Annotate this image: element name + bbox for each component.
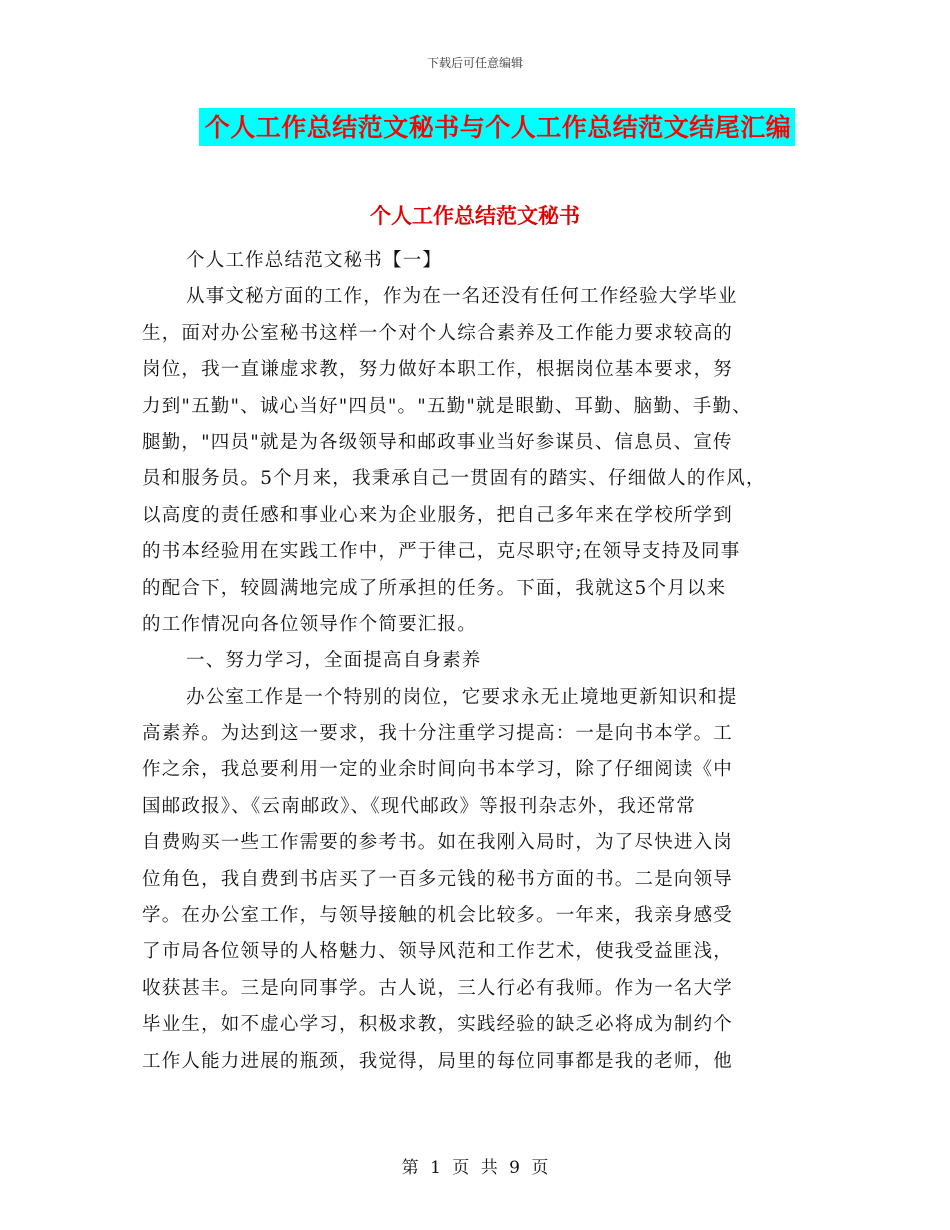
body-line: 收获甚丰。三是向同事学。古人说，三人行必有我师。作为一名大学: [142, 977, 734, 999]
body-line: 从事文秘方面的工作，作为在一名还没有任何工作经验大学毕业: [186, 286, 738, 308]
body-line: 办公室工作是一个特别的岗位，它要求永无止境地更新知识和提: [186, 686, 738, 708]
page-footer: 第 1 页 共 9 页: [401, 1158, 549, 1178]
body-line: 位角色，我自费到书店买了一百多元钱的秘书方面的书。二是向领导: [142, 868, 734, 890]
body-line: 生，面对办公室秘书这样一个对个人综合素养及工作能力要求较高的: [142, 322, 734, 344]
body-line: 毕业生，如不虚心学习，积极求教，实践经验的缺乏必将成为制约个: [142, 1014, 734, 1036]
section-heading: 个人工作总结范文秘书: [370, 204, 580, 228]
document-title-wrapper: [0, 108, 950, 146]
body-line: 腿勤，"四员"就是为各级领导和邮政事业当好参谋员、信息员、宣传: [142, 431, 733, 453]
body-line: 以高度的责任感和事业心来为企业服务，把自己多年来在学校所学到: [142, 504, 734, 526]
body-line: 了市局各位领导的人格魅力、领导风范和工作艺术，使我受益匪浅，: [142, 941, 734, 963]
body-line: 一、努力学习，全面提高自身素养: [186, 650, 482, 672]
header-note: 下载后可任意编辑: [426, 56, 523, 70]
body-line: 的配合下，较圆满地完成了所承担的任务。下面，我就这5个月以来: [142, 577, 727, 599]
body-line: 学。在办公室工作，与领导接触的机会比较多。一年来，我亲身感受: [142, 905, 734, 927]
body-line: 高素养。为达到这一要求，我十分注重学习提高：一是向书本学。工: [142, 723, 734, 745]
body-text: [142, 243, 822, 1080]
body-line: 岗位，我一直谦虚求教，努力做好本职工作，根据岗位基本要求，努: [142, 359, 734, 381]
body-line: 工作人能力进展的瓶颈，我觉得，局里的每位同事都是我的老师，他: [142, 1050, 734, 1072]
document-title: 个人工作总结范文秘书与个人工作总结范文结尾汇编: [199, 108, 796, 146]
body-line: 个人工作总结范文秘书【一】: [186, 250, 443, 271]
body-line: 的书本经验用在实践工作中，严于律己，克尽职守;在领导支持及同事: [142, 541, 741, 563]
body-line: 力到"五勤"、诚心当好"四员"。"五勤"就是眼勤、耳勤、脑勤、手勤、: [142, 395, 752, 417]
body-line: 员和服务员。5个月来，我秉承自己一贯固有的踏实、仔细做人的作风，: [142, 468, 766, 490]
body-line: 的工作情况向各位领导作个简要汇报。: [142, 613, 477, 635]
body-line: 自费购买一些工作需要的参考书。如在我刚入局时，为了尽快进入岗: [142, 832, 734, 854]
body-line: 作之余，我总要利用一定的业余时间向书本学习，除了仔细阅读《中: [142, 759, 734, 781]
body-line: 国邮政报》、《云南邮政》、《现代邮政》等报刊杂志外，我还常常: [142, 795, 697, 817]
